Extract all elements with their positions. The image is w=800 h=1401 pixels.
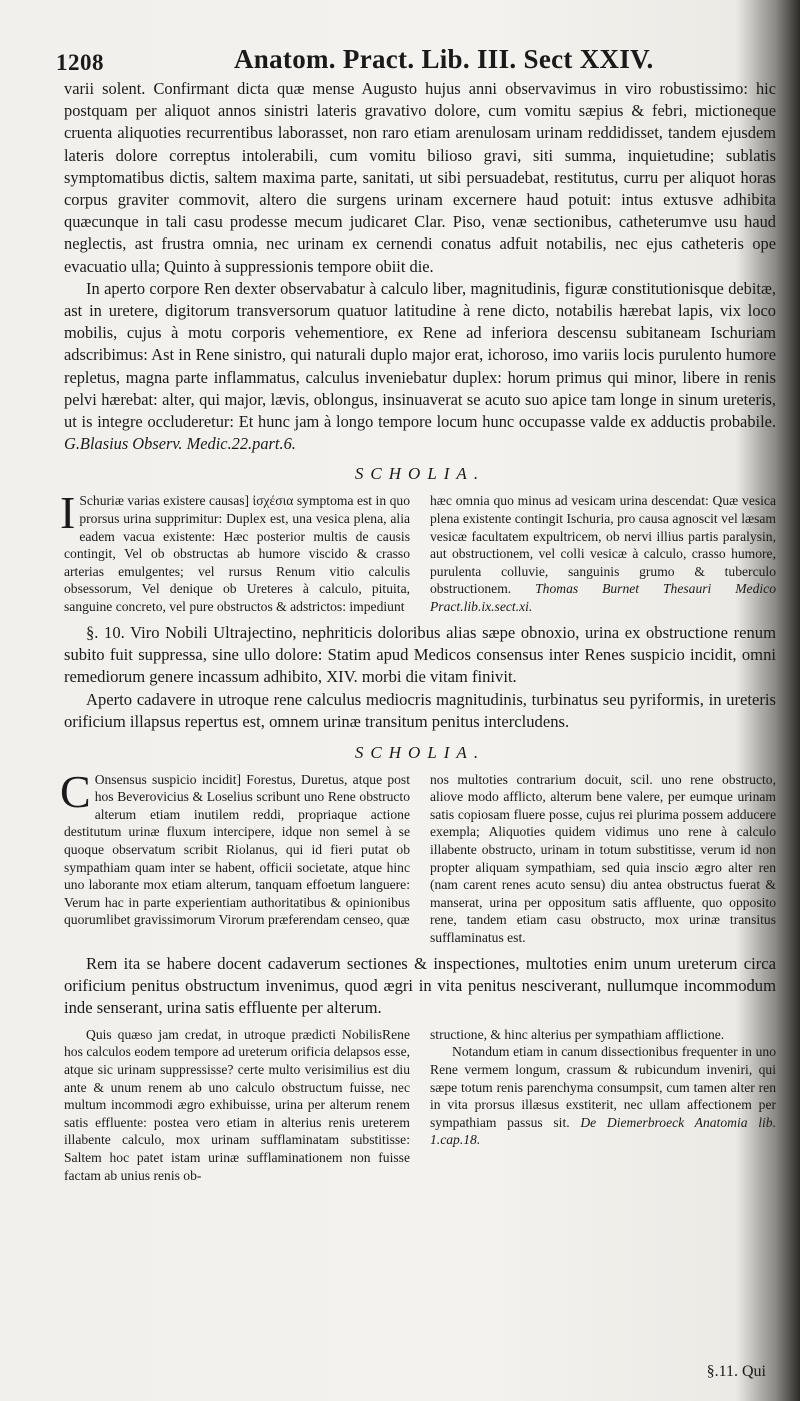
paragraph-2-text: In aperto corpore Ren dexter observabatur à calculo liber, magnitudinis, figuræ constitutionisque debitæ, ast in uretere, digitorum transversorum quatuor latitudine à rene dicto, notabilis hærebat lapis, vix loco mobilis, cujus à motu corporis vehementiore, ex Rene ad inferiora descensu subitaneam Ischuriam adscribimus: Ast in Rene sinistro, qui naturali duplo major erat, ichoroso, imo variis locis purulento humore repletus, magna parte inflammatus, calculus inveniebatur duplex: horum primus qui minor, libere in renis pelvi hærebat: alter, qui major, lævis, oblongus, insinuaverat se acuto suo apice tam longe in sinum ureteris, ut is integre occluderetur: Et hunc jam à longo tempore locum hunc occupasse valde ex adductis probabile. [64, 278, 776, 432]
final-citation: De Diemerbroeck Anatomia lib. 1.cap.18. [430, 1114, 776, 1148]
scholia-2-left-column [60, 765, 410, 947]
paragraph-section-10: §. 10. Viro Nobili Ultrajectino, nephriticis doloribus alias sæpe obnoxio, urina ex obstructione renum subito fuit suppressa, sine ullo dolore: Statim apud Medicos consensus inter Renes suspicio incidit, omni remediorum genere incassum adhibito, XIV. morbi die vitam finivit. [64, 622, 776, 687]
page-body [60, 78, 776, 1184]
scholia-heading-1: SCHOLIA. [354, 464, 486, 484]
dropcap-c: C [60, 765, 91, 817]
final-right-text-2: Notandum etiam in canum dissectionibus frequenter in uno Rene vermem longum, crassum & rubicundum inveniri, qui sæpe totum renis parenchyma consumpsit, cum tamen alter ren in vita prorsus illæsus exstiterit, nec ullam affectionem per sympathiam passus sit. [430, 1044, 776, 1130]
scholia-1-right-column [430, 492, 776, 615]
scholia-2 [60, 765, 776, 947]
final-section [64, 1026, 776, 1184]
paragraph-4: Aperto cadavere in utroque rene calculus mediocris magnitudinis, turbinatus seu pyriformis, in ureteris orificium illapsus repertus est, omnem urinæ transitum penitus intercludens. [64, 689, 776, 732]
paragraph-1: varii solent. Confirmant dicta quæ mense Augusto hujus anni observavimus in viro robustissimo: hic postquam per aliquot annos sinistri lateris gravativo dolore, cum vomitu sæpius & febri, mictioneque cruenta aliquoties recurrentibus laborasset, non raro etiam arenulosam urinam reddidisset, tandem ejusdem lateris dolore correptus intolerabili, cum vomitu bilioso gravi, siti summa, inquietudine; sublatis symptomatibus dictis, saltem maxima parte, sanitati, ut sibi persuadebat, restitutus, curru per aliquot horas corpus graviter commovit, altero die surgens urinam excernere haud potuit: intus extusve adhibita quæcunque in tali casu prodesse mecum judicaret Clar. Piso, venæ sectionibus, catheterumve usu haud neglectis, ast frustra omnia, nec urinam ex cernendi conatus adfuit notabilis, nec ejus catheteris ope evacuatio ulla; Quinto à suppressionis tempore obiit die. [64, 79, 776, 276]
final-left-text: Quis quæso jam credat, in utroque prædicti NobilisRene hos calculos eodem tempore ad ureterum orificia delapsos esse, atque sic urinam suppressisse? certe multo verisimilius est diu ante & unum renem ab uno calculo obstructum fuisse, nec multum incommodi ægro exhibuisse, urina per alterum renem satis effluente: postea vero etiam in alterius renis ureterem illabente calculo, mox urinam sufflaminatam substitisse: Saltem hoc patet istam urinæ sufflaminationem non fuisse factam ab unius renis ob- [64, 1026, 410, 1183]
dropcap-i: I [60, 487, 76, 539]
paragraph-2-citation: G.Blasius Observ. Medic.22.part.6. [64, 434, 296, 454]
scholia-1-right-text: hæc omnia quo minus ad vesicam urina descendat: Quæ vesica plena existente contingit Ischuria, pro causa agnoscit vel læsam vesicæ facultatem expultricem, ob nervi illius partis paralysin, aut obstructionem, vel colli vesicæ à calculo, crasso humore, purulenta colluvie, sanguinis grumo & tuberculo obstructionem. [430, 493, 776, 597]
final-right-text-1: structione, & hinc alterius per sympathiam afflictione. [430, 1026, 725, 1042]
running-title: Anatom. Pract. Lib. III. Sect XXIV. [234, 44, 654, 74]
final-left-column [64, 1026, 410, 1184]
final-right-column [430, 1026, 776, 1184]
scholia-1-left-text: Schuriæ varias existere causas] ἰσχέσια symptoma est in quo prorsus urina supprimitur: Duplex est, una vesica plena, alia eadem vacua existente: Hæc posterior multis de causis contingit, Vel ob obstructas ab humore viscido & crasso arterias emulgentes; vel rursus Renum vitio calculis obsessorum, Vel denique ob Ureteres à calculo, pituita, sanguine concreto, vel pure obstructos & adstrictos: impediunt [64, 493, 410, 615]
scholia-2-left-text: Onsensus suspicio incidit] Forestus, Duretus, atque post hos Beverovicius & Loselius scribunt uno Rene obstructo alterum etiam inutilem reddi, propriaque actione destitutum urinæ fluxum intercipere, idque non semel à se quoque observatum scribit Riolanus, qui id fieri putat ob sympathiam quam inter se habent, officii societate, atque hinc uno laborante mox etiam alterum, tanquam effoetum languere: Verum hac in parte experientiam authoritatibus & opinionibus quorumlibet gravissimorum Virorum præferendam censeo, quæ [64, 771, 410, 928]
scholia-1-left-column [60, 487, 410, 615]
catchword: §.11. Qui [706, 1363, 766, 1380]
paragraph-5: Rem ita se habere docent cadaverum sectiones & inspectiones, multoties enim unum ureterum circa orificium penitus obstructum invenimus, quod ægri in vita penitus nesciverant, nullumque incommodum inde senserant, urina satis effluente per alterum. [64, 953, 776, 1018]
scholia-heading-2: SCHOLIA. [354, 742, 486, 762]
scholia-1-citation: Thomas Burnet Thesauri Medico Pract.lib.ix.sect.xi. [430, 581, 776, 615]
scholia-2-right-column [430, 771, 776, 947]
scholia-1 [60, 487, 776, 615]
page-number: 1208 [56, 50, 104, 75]
paragraph-2 [64, 278, 776, 456]
scholia-2-right-text: nos multoties contrarium docuit, scil. uno rene obstructo, aliove modo afflicto, alterum bene valere, per eumque urinam satis copiosam fluere posse, cujus rei plurima possem adducere exempla; Aliquoties quidem vidimus uno rene à calculo illabente obstructo, urinam in totum substitisse, verum id non propter aliquam sympathiam, sed quia inscio ægro alter ren (nam carent renes acuto sensu) diu antea obstructus fuerat & manserat, urina per oppositum satis affluente, quo opposito rene, tandem etiam casu obstructo, mox urinæ transitus sufflaminatus est. [430, 771, 776, 945]
